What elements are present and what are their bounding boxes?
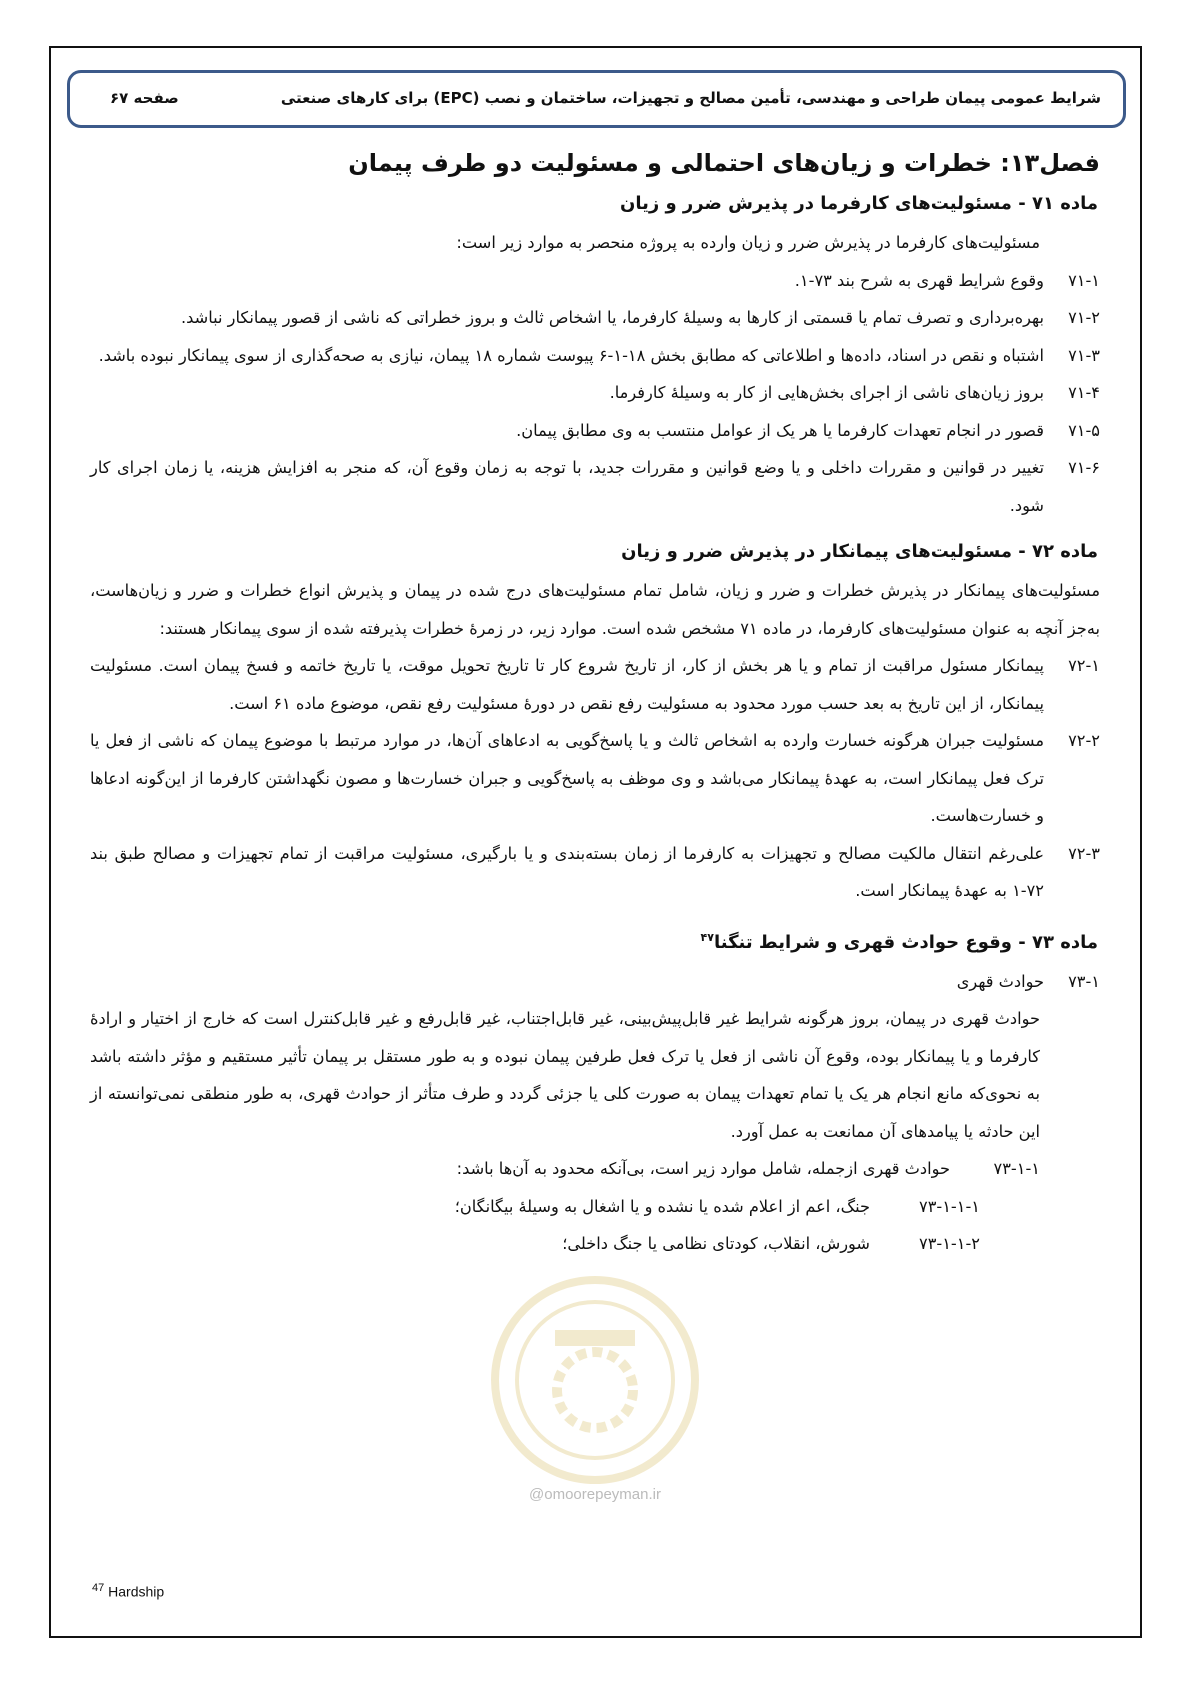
item-text: اشتباه و نقص در اسناد، داده‌ها و اطلاعاتی که مطابق بخش ۱۸-۱-۶ پیوست شماره ۱۸ پیمان، نیازی به صحه‌گذاری از سوی پیمانکار نبوده باشد. <box>98 345 1044 365</box>
item-text: بروز زیان‌های ناشی از اجرای بخش‌هایی از کار به وسیلهٔ کارفرما. <box>609 383 1044 402</box>
watermark-text: @omoorepeyman.ir <box>529 1486 661 1503</box>
document-body <box>90 142 1100 1263</box>
item-number: ۷۱-۶ <box>1068 458 1100 477</box>
page-number: صفحه ۶۷ <box>110 89 179 107</box>
footnote-ref: ۴۷ <box>700 930 714 944</box>
article-71-items <box>90 262 1100 525</box>
item-number: ۷۳-۱ <box>1068 971 1100 991</box>
article-73-heading <box>90 918 1100 963</box>
page-header <box>67 70 1126 128</box>
footnote-text: Hardship <box>108 1583 165 1600</box>
item-text: تغییر در قوانین و مقررات داخلی و یا وضع قوانین و مقررات جدید، با توجه به زمان وقوع آن، که منجر به افزایش هزینه، یا زمان اجرای کار شود. <box>90 458 1044 515</box>
list-item <box>90 1225 1100 1263</box>
item-number: ۷۲-۳ <box>1068 843 1100 863</box>
item-text: علی‌رغم انتقال مالکیت مصالح و تجهیزات به کارفرما از زمان بسته‌بندی و یا بارگیری، مسئولیت مراقبت از تمام تجهیزات و مصالح طبق بند ۷۲-۱ به عهدهٔ پیمانکار است. <box>90 843 1044 900</box>
item-text: پیمانکار مسئول مراقبت از تمام و یا هر بخش از کار، از تاریخ شروع کار تا تاریخ تحویل موقت، یا تاریخ خاتمه و فسخ پیمان است. مسئولیت پیمانکار، از این تاریخ به بعد حسب مورد محدود به مسئولیت رفع نقص در دورهٔ مسئولیت رفع نقص، موضوع ماده ۶۱ است. <box>90 656 1044 713</box>
sub-clause <box>90 963 1100 1001</box>
list-item <box>90 299 1100 337</box>
list-item <box>90 1188 1100 1226</box>
footnote-number: 47 <box>92 1582 105 1594</box>
list-item <box>90 412 1100 450</box>
item-text: مسئولیت جبران هرگونه خسارت وارده به اشخاص ثالث و یا پاسخ‌گویی به ادعاهای آن‌ها، در موارد مرتبط با موضوع پیمان که ناشی از فعل یا ترک فعل پیمانکار است، به عهدهٔ پیمانکار می‌باشد و وی موظف به پاسخ‌گویی و جبران خسارت‌ها و مصون نگهداشتن کارفرما از این‌گونه ادعاها و خسارت‌هاست. <box>90 731 1044 825</box>
item-text: حوادث قهری ازجمله، شامل موارد زیر است، بی‌آنکه محدود به آن‌ها باشد: <box>456 1159 950 1178</box>
list-item <box>90 337 1100 375</box>
item-text: وقوع شرایط قهری به شرح بند ۷۳-۱. <box>794 270 1044 290</box>
article-72-heading: ماده ۷۲ - مسئولیت‌های پیمانکار در پذیرش ضرر و زیان <box>621 541 1098 562</box>
article-71-intro: مسئولیت‌های کارفرما در پذیرش ضرر و زیان وارده به پروژه منحصر به موارد زیر است: <box>456 233 1040 252</box>
chapter-title: فصل۱۳: خطرات و زیان‌های احتمالی و مسئولیت دو طرف پیمان <box>348 149 1100 177</box>
sub-clause-title: حوادث قهری <box>956 971 1044 991</box>
item-text: بهره‌برداری و تصرف تمام یا قسمتی از کارها به وسیلهٔ کارفرما، یا اشخاص ثالث و بروز خطراتی که ناشی از قصور پیمانکار نباشد. <box>181 308 1044 327</box>
item-number: ۷۱-۴ <box>1068 383 1100 402</box>
item-number: ۷۱-۵ <box>1068 420 1100 440</box>
article-72-intro: مسئولیت‌های پیمانکار در پذیرش خطرات و ضرر و زیان، شامل تمام مسئولیت‌های درج شده در پیمان و پذیرش انواع خطرات و ضرر و زیان‌هاست، به‌جز آنچه به عنوان مسئولیت‌های کارفرما، در ماده ۷۱ مشخص شده است. موارد زیر، در زمرهٔ خطرات پذیرفته شده از سوی پیمانکار هستند: <box>90 581 1100 638</box>
list-item <box>90 449 1100 524</box>
item-text: شورش، انقلاب، کودتای نظامی یا جنگ داخلی؛ <box>562 1234 870 1253</box>
item-number: ۷۳-۱-۱ <box>993 1159 1040 1178</box>
article-72-items <box>90 647 1100 910</box>
item-text: قصور در انجام تعهدات کارفرما یا هر یک از عوامل منتسب به وی مطابق پیمان. <box>516 420 1044 440</box>
list-item <box>90 374 1100 412</box>
article-71-heading: ماده ۷۱ - مسئولیت‌های کارفرما در پذیرش ضرر و زیان <box>619 193 1098 214</box>
item-number: ۷۳-۱-۱-۲ <box>919 1234 980 1253</box>
watermark-seal-icon <box>470 1270 720 1490</box>
article-73-heading-text: ماده ۷۳ - وقوع حوادث قهری و شرایط تنگنا <box>713 931 1098 953</box>
list-item <box>90 835 1100 910</box>
list-item <box>90 647 1100 722</box>
list-item <box>90 262 1100 300</box>
list-item <box>90 722 1100 835</box>
item-number: ۷۱-۳ <box>1068 345 1100 365</box>
header-title: شرایط عمومی پیمان طراحی و مهندسی، تأمین مصالح و تجهیزات، ساختمان و نصب (EPC) برای کارهای صنعتی <box>280 89 1101 107</box>
item-number: ۷۱-۱ <box>1068 270 1100 290</box>
item-text: جنگ، اعم از اعلام شده یا نشده و یا اشغال به وسیلهٔ بیگانگان؛ <box>454 1196 870 1216</box>
force-majeure-definition: حوادث قهری در پیمان، بروز هرگونه شرایط غیر قابل‌پیش‌بینی، غیر قابل‌اجتناب، غیر قابل‌رفع و غیر قابل‌کنترل است که خارج از اختیار و ارادهٔ کارفرما و یا پیمانکار بوده، وقوع آن ناشی از فعل یا ترک فعل طرفین پیمان نبوده و به طور مستقل بر پیمان تأثیر مستقیم و مؤثر داشته باشد به نحوی‌که مانع انجام هر یک یا تمام تعهدات پیمان به صورت کلی یا جزئی گردد و طرف متأثر از حوادث قهری، به طور منطقی نمی‌توانسته از این حادثه یا پیامدهای آن ممانعت به عمل آورد. <box>90 1009 1040 1141</box>
footnote <box>92 1582 164 1600</box>
item-number: ۷۲-۱ <box>1068 656 1100 675</box>
item-number: ۷۳-۱-۱-۱ <box>919 1196 980 1216</box>
item-number: ۷۱-۲ <box>1068 308 1100 327</box>
item-number: ۷۲-۲ <box>1068 731 1100 750</box>
sub-clause <box>90 1150 1100 1188</box>
